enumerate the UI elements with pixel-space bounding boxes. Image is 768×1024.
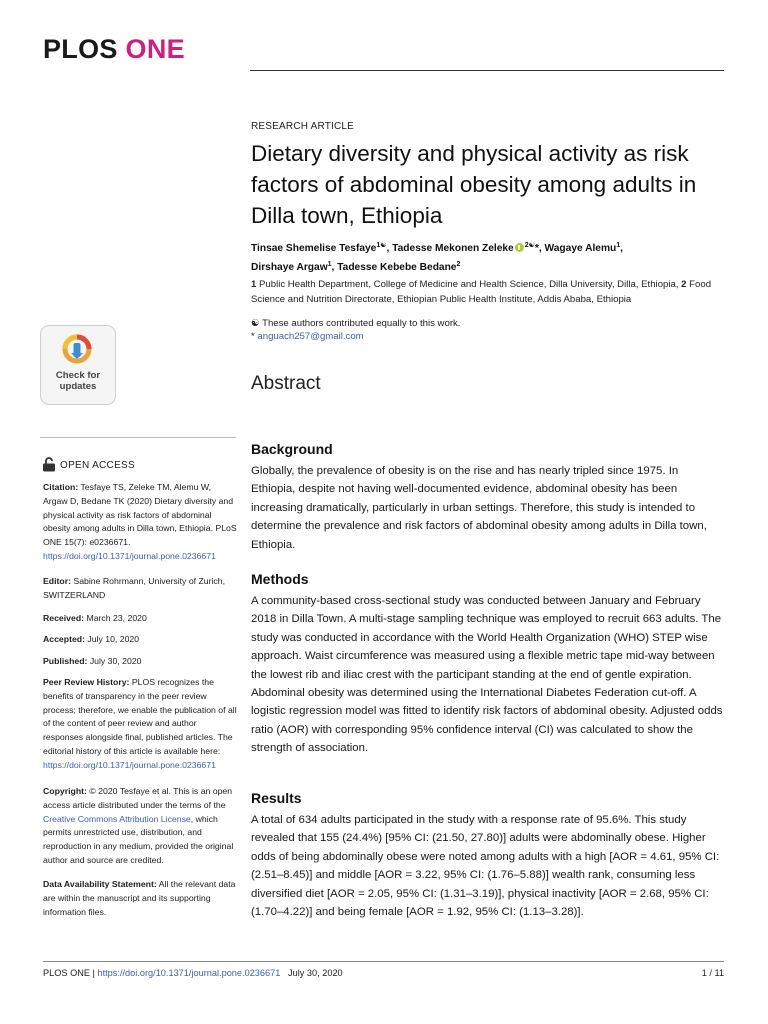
article-title: Dietary diversity and physical activity as risk factors of abdominal obesity among adults in Dilla town, Ethiopia xyxy=(251,141,697,228)
copyright-label: Copyright: xyxy=(43,786,87,796)
license-link[interactable]: Creative Commons Attribution License xyxy=(43,813,191,824)
copyright-block xyxy=(43,785,237,868)
published-label: Published: xyxy=(43,656,88,666)
email-star: * xyxy=(251,331,258,342)
open-access-label: OPEN ACCESS xyxy=(60,460,135,471)
footer-doi-link[interactable]: https://doi.org/10.1371/journal.pone.0236671 xyxy=(97,968,281,978)
corresponding-email xyxy=(251,331,364,342)
author-name[interactable]: Dirshaye Argaw xyxy=(251,262,328,273)
equal-contribution-note: ☯ These authors contributed equally to this work. xyxy=(251,318,461,329)
affiliation-text: Public Health Department, College of Medicine and Health Science, Dilla University, Dilla, Ethiopia, xyxy=(256,279,682,290)
peer-review-text: PLOS recognizes the benefits of transparency in the peer review process; therefore, we enable the publication of all of the content of peer review and author responses alongside final, published articles. The editorial history of this article is available here: xyxy=(43,677,237,756)
background-heading: Background xyxy=(251,441,333,457)
citation-text: Tesfaye TS, Zeleke TM, Alemu W, Argaw D, Bedane TK (2020) Dietary diversity and physical activity as risk factors of abdominal obesity among adults in Dilla town, Ethiopia. PLoS ONE 15(7): e0236671. xyxy=(43,482,237,548)
author-affiliation-mark: 2 xyxy=(456,261,461,268)
page-number: 1 / 11 xyxy=(701,968,724,978)
results-text: A total of 634 adults participated in the study with a response rate of 95.6%. This study revealed that 155 (24.4%) [95% CI: (21.50, 27.80)] adults were abdominally obese. Higher odds of being abdominally obese were noted among adults with a high [AOR = 4.61, 95% CI: (2.51–8.45)] and middle [AOR = 3.22, 95% CI: (1.76–5.88)] wealth rank, consuming less diversified diet [AOR = 2.05, 95% CI: (1.31–3.19)], physical inactivity [AOR = 2.68, 95% CI: (1.70–4.22)] and being female [AOR = 1.92, 95% CI: (1.13–3.28)]. xyxy=(251,814,720,919)
editor-label: Editor: xyxy=(43,576,71,586)
accepted-value: July 10, 2020 xyxy=(85,634,140,644)
author-name[interactable]: Tinsae Shemelise Tesfaye xyxy=(251,243,377,254)
copyright-text: © 2020 Tesfaye et al. This is an open access article distributed under the terms of the xyxy=(43,786,233,810)
citation-block xyxy=(43,481,237,564)
editor-block xyxy=(43,575,237,603)
published-value: July 30, 2020 xyxy=(87,656,142,666)
background-text: Globally, the prevalence of obesity is on the rise and has nearly tripled since 1975. In Ethiopia, despite not having well-documented evidence, abdominal obesity has been increasing dramatically, particularly in urban settings. Therefore, this study is intended to determine the prevalence and risk factors of abdominal obesity among adults in Dilla town, Ethiopia. xyxy=(251,465,707,551)
check-for-updates-badge[interactable] xyxy=(40,325,116,405)
published-date xyxy=(43,655,237,669)
data-availability-block xyxy=(43,878,237,919)
footer-journal: PLOS ONE | xyxy=(43,968,98,978)
methods-text: A community-based cross-sectional study was conducted between January and February 2018 in Dilla Town. A multi-stage sampling technique was employed to recruit 663 adults. The study was conducted in accordance with the World Health Organization (WHO) STEP wise approach. Waist circumference was measured using a flexible metric tape mid-way between the lowest rib and iliac crest with the participant standing at the end of gentle expiration. Abdominal obesity was determined using the International Diabetes Federation cut-off. A logistic regression model was fitted to identify risk factors of abdominal obesity. Adjusted odds ratio (AOR) with corresponding 95% confidence interval (CI) was calculated to show the strength of association. xyxy=(251,595,723,755)
author-list xyxy=(251,238,721,276)
logo-one: ONE xyxy=(125,34,185,64)
citation-doi-link[interactable]: https://doi.org/10.1371/journal.pone.0236671 xyxy=(43,550,216,561)
peer-review-label: Peer Review History: xyxy=(43,677,130,687)
received-label: Received: xyxy=(43,613,85,623)
accepted-label: Accepted: xyxy=(43,634,85,644)
received-value: March 23, 2020 xyxy=(84,613,147,623)
peer-review-block xyxy=(43,676,237,773)
data-availability-label: Data Availability Statement: xyxy=(43,879,157,889)
author-name[interactable]: *, Wagaye Alemu xyxy=(534,243,617,254)
footer-date: July 30, 2020 xyxy=(280,968,343,978)
header-divider xyxy=(250,70,724,71)
email-link[interactable]: anguach257@gmail.com xyxy=(257,331,364,342)
author-affiliation-mark: 1 xyxy=(616,242,621,249)
affiliation-number: 2 xyxy=(681,279,687,290)
affiliation-text: Food Science and Nutrition Directorate, Ethiopian Public Health Institute, Addis Ababa, Ethiopia xyxy=(251,279,712,305)
open-access-lock-icon xyxy=(42,457,56,472)
citation-label: Citation: xyxy=(43,482,79,492)
sidebar-divider xyxy=(40,437,236,438)
orcid-icon[interactable] xyxy=(515,243,524,252)
journal-logo xyxy=(43,36,185,63)
author-separator: , xyxy=(620,243,623,254)
copyright-text: , which permits unrestricted use, distribution, and reproduction in any medium, provided the original author and source are credited. xyxy=(43,813,234,865)
author-name[interactable]: , Tadesse Mekonen Zeleke xyxy=(386,243,514,254)
data-availability-text: All the relevant data are within the manuscript and its supporting information files. xyxy=(43,879,236,917)
check-updates-icon xyxy=(61,333,93,365)
peer-review-link[interactable]: https://doi.org/10.1371/journal.pone.0236671 xyxy=(43,759,216,770)
author-name[interactable]: , Tadesse Kebebe Bedane xyxy=(331,262,457,273)
author-affiliation-mark: 1☯ xyxy=(376,242,387,249)
footer xyxy=(43,968,343,978)
author-affiliation-mark: 1 xyxy=(327,261,332,268)
results-heading: Results xyxy=(251,790,302,806)
affiliations xyxy=(251,277,723,307)
author-affiliation-mark: 2☯ xyxy=(524,242,535,249)
footer-divider xyxy=(43,961,724,962)
received-date xyxy=(43,612,237,626)
check-updates-label: Check for updates xyxy=(55,370,101,392)
accepted-date xyxy=(43,633,237,647)
editor-text: Sabine Rohrmann, University of Zurich, SWITZERLAND xyxy=(43,576,226,600)
article-type: RESEARCH ARTICLE xyxy=(251,121,355,132)
abstract-heading: Abstract xyxy=(251,373,321,394)
logo-plos: PLOS xyxy=(43,34,118,64)
affiliation-number: 1 xyxy=(251,279,257,290)
methods-heading: Methods xyxy=(251,571,309,587)
